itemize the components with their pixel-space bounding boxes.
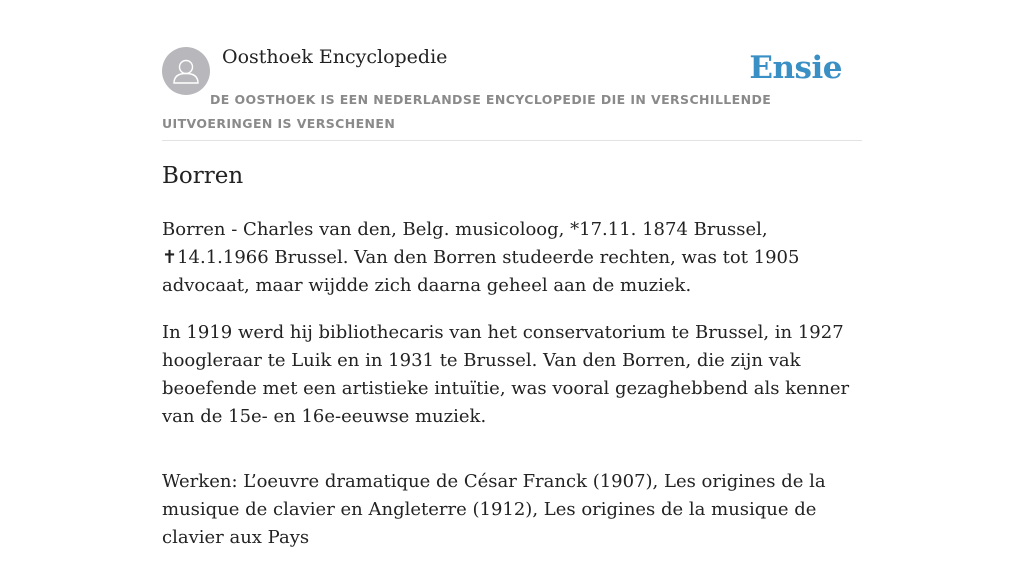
article-title: Borren — [162, 163, 244, 189]
page-container — [162, 0, 862, 548]
site-header — [162, 0, 862, 141]
site-tagline: DE OOSTHOEK IS EEN NEDERLANDSE ENCYCLOPEDIE DIE IN VERSCHILLENDE UITVOERINGEN IS VERSCHENEN — [162, 92, 772, 131]
article-paragraph: Werken: L’oeuvre dramatique de César Franck (1907), Les origines de la musique de clavier en Angleterre (1912), Les origines de la musique de clavier aux Pays — [162, 471, 826, 548]
brand-logo[interactable]: Ensie — [749, 50, 842, 86]
site-title[interactable]: Oosthoek Encyclopedie — [222, 46, 448, 68]
article-body — [162, 216, 862, 571]
article-paragraph: In 1919 werd hij bibliothecaris van het conservatorium te Brussel, in 1927 hoogleraar te Luik en in 1931 te Brussel. Van den Borren, die zijn vak beoefende met een artistieke intuïtie, was vooral gezaghebbend als kenner van de 15e- en 16e-eeuwse muziek. — [162, 322, 850, 427]
article-paragraph: Borren - Charles van den, Belg. musicoloog, *17.11. 1874 Brussel, ✝14.1.1966 Brussel. Van den Borren studeerde rechten, was tot 1905 advocaat, maar wijdde zich daarna geheel aan de muziek. — [162, 219, 800, 296]
